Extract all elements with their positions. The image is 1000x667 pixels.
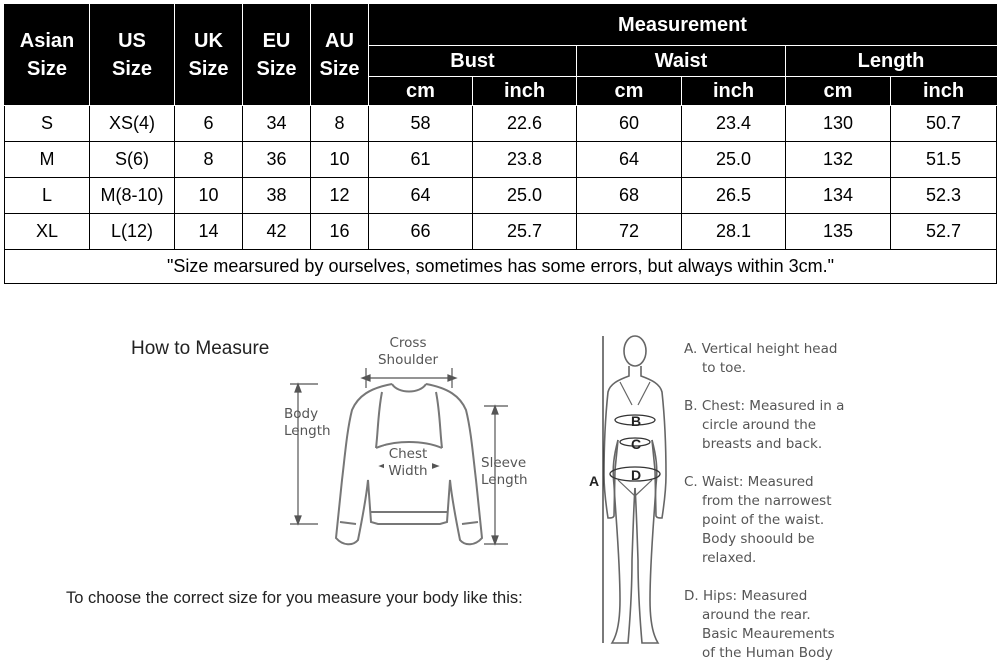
cell-bust-inch: 22.6 [473,106,577,142]
cell-bust-inch: 25.7 [473,214,577,250]
header-waist-inch: inch [682,77,786,106]
cell-asian: M [5,142,90,178]
cell-waist-cm: 60 [577,106,682,142]
cell-au: 16 [311,214,369,250]
cell-bust-cm: 66 [369,214,473,250]
definition-d: D. Hips: Measured around the rear. Basic Meaurements of the Human Body [684,588,835,661]
cell-length-inch: 52.3 [891,178,997,214]
cell-waist-cm: 72 [577,214,682,250]
cell-asian: L [5,178,90,214]
chest-width-label: Chest Width [384,446,432,480]
header-au-size: AU Size [311,5,369,106]
cell-asian: S [5,106,90,142]
cell-waist-cm: 64 [577,142,682,178]
sleeve-length-label: Sleeve Length [481,455,528,488]
header-measurement: Measurement [369,5,997,46]
cell-us: S(6) [90,142,175,178]
cell-bust-inch: 23.8 [473,142,577,178]
cell-uk: 14 [175,214,243,250]
cell-us: L(12) [90,214,175,250]
cell-uk: 8 [175,142,243,178]
cell-waist-inch: 25.0 [682,142,786,178]
cell-eu: 36 [243,142,311,178]
definition-a: A. Vertical height head to toe. [684,341,838,376]
cell-bust-cm: 64 [369,178,473,214]
cell-us: XS(4) [90,106,175,142]
cell-au: 12 [311,178,369,214]
header-bust-inch: inch [473,77,577,106]
figure-letter-d: D [631,467,642,483]
cell-eu: 42 [243,214,311,250]
cell-us: M(8-10) [90,178,175,214]
header-us-size: US Size [90,5,175,106]
cell-bust-inch: 25.0 [473,178,577,214]
header-asian-size: Asian Size [5,5,90,106]
cell-length-inch: 51.5 [891,142,997,178]
header-waist: Waist [577,46,786,77]
header-bust-cm: cm [369,77,473,106]
header-length-inch: inch [891,77,997,106]
cell-uk: 10 [175,178,243,214]
cell-waist-inch: 23.4 [682,106,786,142]
cell-uk: 6 [175,106,243,142]
cell-length-cm: 132 [786,142,891,178]
cross-shoulder-label: Cross Shoulder [377,335,439,368]
figure-letter-b: B [631,413,642,429]
cell-waist-inch: 26.5 [682,178,786,214]
header-eu-size: EU Size [243,5,311,106]
cell-bust-cm: 58 [369,106,473,142]
cell-waist-cm: 68 [577,178,682,214]
cell-length-cm: 130 [786,106,891,142]
header-waist-cm: cm [577,77,682,106]
cell-au: 10 [311,142,369,178]
header-uk-size: UK Size [175,5,243,106]
measurement-note: "Size mearsured by ourselves, sometimes has some errors, but always within 3cm." [5,250,997,284]
header-bust: Bust [369,46,577,77]
cell-length-inch: 50.7 [891,106,997,142]
how-to-measure-title: How to Measure [131,338,270,359]
cell-au: 8 [311,106,369,142]
cell-waist-inch: 28.1 [682,214,786,250]
figure-letter-a: A [589,473,600,489]
choose-size-text: To choose the correct size for you measure your body like this: [66,589,523,607]
cell-eu: 34 [243,106,311,142]
cell-eu: 38 [243,178,311,214]
cell-bust-cm: 61 [369,142,473,178]
header-length-cm: cm [786,77,891,106]
human-body-figure [604,336,666,643]
cell-length-inch: 52.7 [891,214,997,250]
cell-asian: XL [5,214,90,250]
header-length: Length [786,46,997,77]
cell-length-cm: 135 [786,214,891,250]
body-length-label: Body Length [284,406,331,439]
figure-letter-c: C [631,436,642,452]
cell-length-cm: 134 [786,178,891,214]
definition-c: C. Waist: Measured from the narrowest point of the waist. Body shoould be relaxed. [684,474,832,566]
definition-b: B. Chest: Measured in a circle around the breasts and back. [684,398,845,452]
